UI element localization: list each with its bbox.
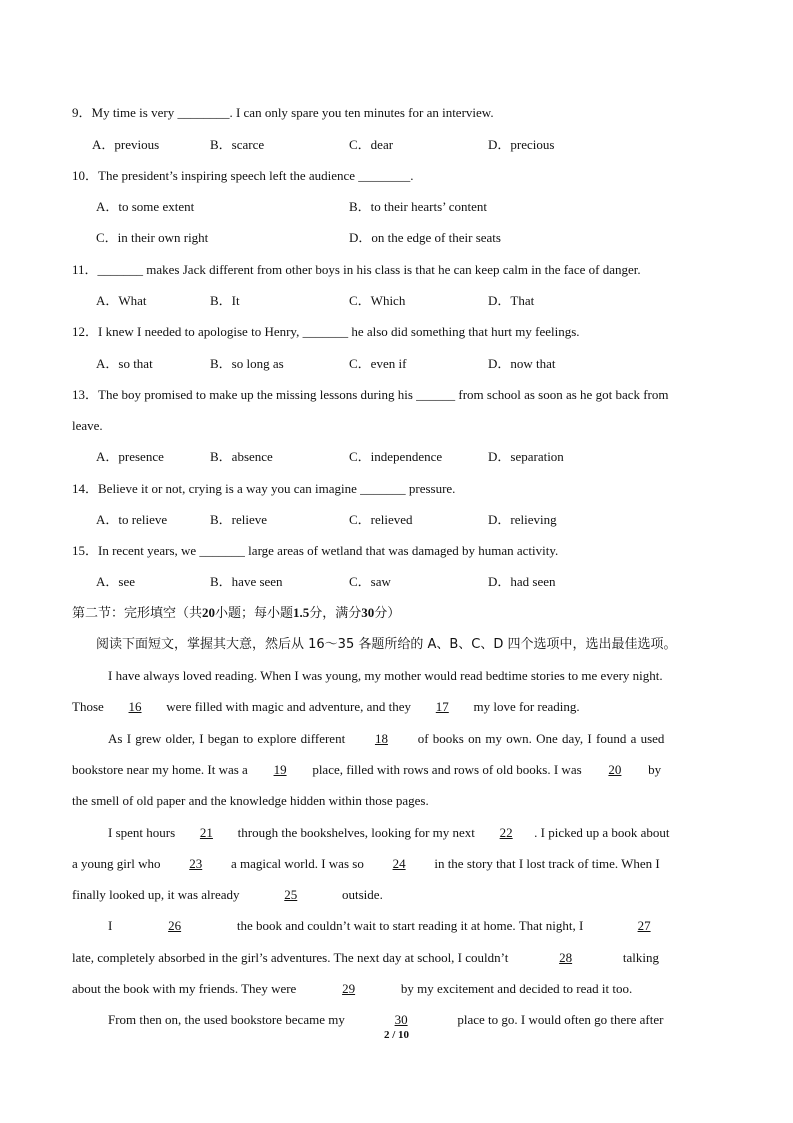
section-heading	[72, 605, 400, 622]
question-number: 9．	[72, 105, 92, 120]
passage-text: were filled with magic and adventure, and they	[166, 699, 412, 714]
option-c: C．in their own right	[96, 230, 209, 245]
passage-line	[108, 825, 670, 841]
passage-text: talking	[622, 950, 659, 965]
blank-30: 30	[394, 1012, 408, 1027]
blank-16: 16	[128, 699, 142, 714]
option-c: C．Which	[349, 293, 406, 308]
passage-text: . I picked up a book about	[534, 825, 670, 840]
blank-20: 20	[608, 762, 622, 777]
option-d: D．on the edge of their seats	[349, 230, 501, 245]
option-a: A．so that	[96, 356, 153, 371]
passage-line	[72, 950, 659, 966]
passage-line	[108, 918, 651, 934]
passage-line	[72, 762, 661, 778]
question-stem: Believe it or not, crying is a way you can imagine _______ pressure.	[98, 481, 456, 496]
question-13	[72, 387, 669, 403]
page-number: 2 / 10	[383, 1029, 410, 1041]
option-b: B．scarce	[210, 137, 265, 152]
passage-line	[72, 856, 660, 872]
blank-29: 29	[342, 981, 356, 996]
blank-28: 28	[559, 950, 573, 965]
blank-26: 26	[168, 918, 182, 933]
passage-text: by	[648, 762, 662, 777]
option-a: A．see	[96, 574, 135, 589]
option-c: C．dear	[349, 137, 394, 152]
question-14	[72, 481, 455, 497]
question-10	[72, 168, 414, 184]
question-15	[72, 543, 558, 559]
option-b: B．so long as	[210, 356, 284, 371]
option-c: C．saw	[349, 574, 391, 589]
passage-line	[72, 887, 383, 903]
option-c: C．relieved	[349, 512, 413, 527]
question-stem: My time is very ________. I can only spare you ten minutes for an interview.	[91, 105, 494, 120]
question-11	[72, 262, 641, 278]
question-stem: The boy promised to make up the missing lessons during his ______ from school as soon as he got back from	[98, 387, 669, 402]
option-d: D．relieving	[488, 512, 557, 527]
question-stem-continued: leave.	[72, 418, 103, 433]
heading-text: 分，满分	[309, 606, 362, 621]
passage-text: about the book with my friends. They were	[72, 981, 297, 996]
passage-text: of books on my own. One day, I found a used	[417, 731, 665, 746]
passage-text: late, completely absorbed in the girl’s adventures. The next day at school, I couldn’t	[72, 950, 509, 965]
blank-22: 22	[499, 825, 513, 840]
passage-text: outside.	[342, 887, 383, 902]
heading-text: 第二节：完形填空（共	[72, 606, 203, 621]
passage-text: Those	[72, 699, 104, 714]
passage-line	[108, 731, 664, 747]
question-9	[72, 105, 494, 121]
passage-text: I spent hours	[108, 825, 176, 840]
option-b: B．absence	[210, 449, 273, 464]
question-number: 10．	[72, 168, 99, 183]
passage-text: I	[108, 918, 113, 933]
option-a: A．to relieve	[96, 512, 168, 527]
passage-line: I have always loved reading. When I was young, my mother would read bedtime stories to me every night.	[108, 668, 663, 683]
passage-text: my love for reading.	[473, 699, 580, 714]
question-stem: In recent years, we _______ large areas of wetland that was damaged by human activity.	[98, 543, 559, 558]
blank-17: 17	[435, 699, 449, 714]
blank-23: 23	[189, 856, 203, 871]
option-b: B．to their hearts’ content	[349, 199, 488, 214]
option-a: A．previous	[92, 137, 160, 152]
blank-24: 24	[392, 856, 406, 871]
option-a: A．presence	[96, 449, 164, 464]
passage-text: a young girl who	[72, 856, 161, 871]
option-b: B．have seen	[210, 574, 283, 589]
passage-text: place to go. I would often go there after	[457, 1012, 664, 1027]
question-stem: I knew I needed to apologise to Henry, _______ he also did something that hurt my feelings.	[98, 324, 580, 339]
question-12	[72, 324, 580, 340]
passage-line: the smell of old paper and the knowledge hidden within those pages.	[72, 793, 429, 808]
heading-per: 1.5	[293, 605, 310, 620]
heading-total: 30	[361, 605, 375, 620]
heading-text: 分）	[374, 606, 401, 621]
option-d: D．had seen	[488, 574, 556, 589]
passage-text: finally looked up, it was already	[72, 887, 240, 902]
section-instruction: 阅读下面短文，掌握其大意，然后从 16～35 各题所给的 A、B、C、D 四个选项中，选出最佳选项。	[96, 637, 677, 652]
heading-count: 20	[202, 605, 216, 620]
question-number: 12．	[72, 324, 99, 339]
passage-text: place, filled with rows and rows of old books. I was	[312, 762, 582, 777]
option-c: C．independence	[349, 449, 443, 464]
option-a: A．to some extent	[96, 199, 195, 214]
passage-text: the book and couldn’t wait to start reading it at home. That night, I	[236, 918, 584, 933]
blank-25: 25	[284, 887, 298, 902]
passage-text: through the bookshelves, looking for my next	[237, 825, 475, 840]
heading-text: 小题；每小题	[215, 606, 294, 621]
question-stem: The president’s inspiring speech left the audience ________.	[98, 168, 414, 183]
question-stem: _______ makes Jack different from other boys in his class is that he can keep calm in the face of danger.	[97, 262, 641, 277]
blank-18: 18	[374, 731, 388, 746]
passage-line	[108, 1012, 663, 1028]
blank-21: 21	[199, 825, 213, 840]
option-b: B．relieve	[210, 512, 268, 527]
passage-text: As I grew older, I began to explore different	[108, 731, 346, 746]
passage-line	[72, 981, 632, 997]
blank-19: 19	[273, 762, 287, 777]
passage-text: a magical world. I was so	[230, 856, 364, 871]
option-c: C．even if	[349, 356, 407, 371]
option-d: D．That	[488, 293, 535, 308]
passage-text: From then on, the used bookstore became my	[108, 1012, 345, 1027]
question-number: 15．	[72, 543, 99, 558]
blank-27: 27	[637, 918, 651, 933]
option-d: D．now that	[488, 356, 556, 371]
question-number: 14．	[72, 481, 99, 496]
passage-text: by my excitement and decided to read it too.	[400, 981, 633, 996]
option-a: A．What	[96, 293, 147, 308]
option-b: B．It	[210, 293, 240, 308]
option-d: D．separation	[488, 449, 564, 464]
passage-line	[72, 699, 580, 715]
passage-text: bookstore near my home. It was a	[72, 762, 248, 777]
passage-text: in the story that I lost track of time. When I	[434, 856, 660, 871]
option-d: D．precious	[488, 137, 555, 152]
question-number: 11．	[72, 262, 98, 277]
question-number: 13．	[72, 387, 99, 402]
